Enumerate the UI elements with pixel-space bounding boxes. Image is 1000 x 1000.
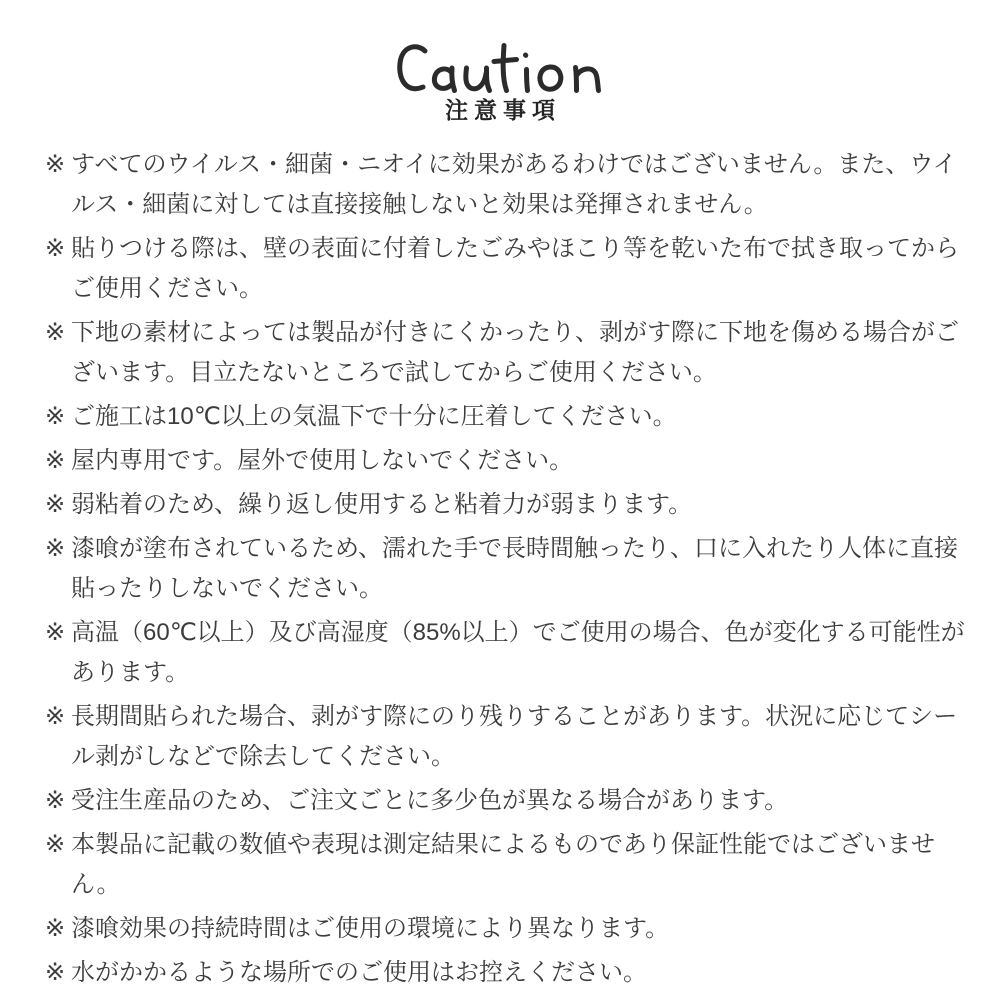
note-marker: ※ bbox=[45, 619, 66, 646]
note-marker: ※ bbox=[45, 787, 66, 814]
caution-item-text: 本製品に記載の数値や表現は測定結果によるものであり保証性能ではございません。 bbox=[71, 831, 935, 898]
letter-t bbox=[494, 46, 517, 91]
caution-item-text: ご施工は10℃以上の気温下で十分に圧着してください。 bbox=[71, 403, 677, 430]
caution-item-text: 弱粘着のため、繰り返し使用すると粘着力が弱まります。 bbox=[71, 491, 693, 518]
note-marker: ※ bbox=[45, 959, 66, 986]
letter-u bbox=[466, 68, 490, 91]
letter-i bbox=[526, 55, 528, 91]
caution-item-13 bbox=[45, 953, 975, 993]
note-marker: ※ bbox=[45, 831, 66, 858]
caution-item-text: 漆喰が塗布されているため、濡れた手で長時間触ったり、口に入れたり人体に直接貼ったりしないでください。 bbox=[71, 535, 959, 602]
note-marker: ※ bbox=[45, 447, 66, 474]
caution-item-text: 屋内専用です。屋外で使用しないでください。 bbox=[71, 447, 574, 474]
caution-item-text: 水がかかるような場所でのご使用はお控えください。 bbox=[71, 959, 647, 986]
caution-item-1 bbox=[45, 145, 975, 225]
letter-o bbox=[540, 67, 561, 89]
caution-item-9 bbox=[45, 697, 975, 777]
note-marker: ※ bbox=[45, 535, 66, 562]
caution-item-2 bbox=[45, 229, 975, 309]
caution-item-7 bbox=[45, 529, 975, 609]
note-marker: ※ bbox=[45, 491, 66, 518]
page-subtitle: 注意事項 bbox=[445, 97, 561, 123]
caution-item-text: 貼りつける際は、壁の表面に付着したごみやほこり等を乾いた布で拭き取ってからご使用ください。 bbox=[71, 235, 959, 302]
note-marker: ※ bbox=[45, 319, 66, 346]
caution-list bbox=[45, 145, 975, 993]
page-header bbox=[0, 0, 1000, 123]
caution-item-6 bbox=[45, 485, 975, 525]
caution-item-12 bbox=[45, 909, 975, 949]
note-marker: ※ bbox=[45, 703, 66, 730]
caution-item-text: 漆喰効果の持続時間はご使用の環境により異なります。 bbox=[71, 915, 670, 942]
caution-item-8 bbox=[45, 613, 975, 693]
caution-item-4 bbox=[45, 397, 975, 437]
caution-item-text: 高温（60℃以上）及び高湿度（85%以上）でご使用の場合、色が変化する可能性があります。 bbox=[71, 619, 965, 686]
note-marker: ※ bbox=[45, 915, 66, 942]
caution-item-10 bbox=[45, 781, 975, 821]
letter-a bbox=[434, 68, 454, 91]
caution-item-3 bbox=[45, 313, 975, 393]
caution-item-text: 下地の素材によっては製品が付きにくかったり、剥がす際に下地を傷める場合がございます。目立たないところで試してからご使用ください。 bbox=[71, 319, 959, 386]
caution-handlettering bbox=[394, 42, 606, 96]
letter-C bbox=[400, 47, 425, 89]
note-marker: ※ bbox=[45, 235, 66, 262]
caution-item-5 bbox=[45, 441, 975, 481]
caution-item-text: すべてのウイルス・細菌・ニオイに効果があるわけではございません。また、ウイルス・細菌に対しては直接接触しないと効果は発揮されません。 bbox=[71, 151, 957, 218]
caution-item-text: 受注生産品のため、ご注文ごとに多少色が異なる場合があります。 bbox=[71, 787, 789, 814]
note-marker: ※ bbox=[45, 151, 66, 178]
note-marker: ※ bbox=[45, 403, 66, 430]
caution-item-11 bbox=[45, 825, 975, 905]
caution-item-text: 長期間貼られた場合、剥がす際にのり残りすることがあります。状況に応じてシール剥がしなどで除去してください。 bbox=[71, 703, 958, 770]
letter-n bbox=[576, 68, 599, 91]
